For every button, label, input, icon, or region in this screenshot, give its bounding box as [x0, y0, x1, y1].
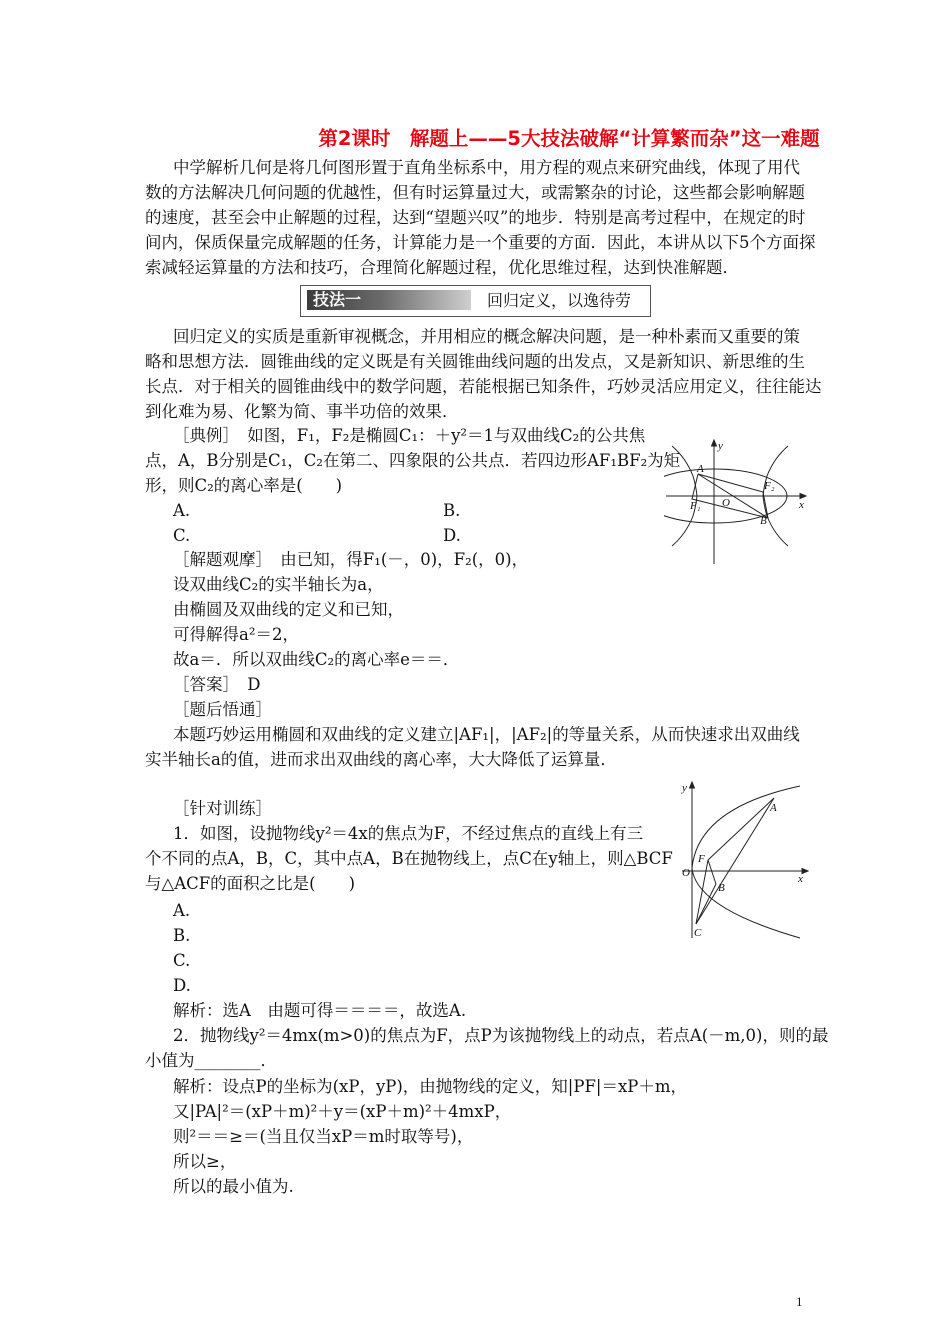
- fig1-label-f1: F₁: [690, 500, 701, 512]
- q2-solution-1: 解析：设点P的坐标为(xP，yP)，由抛物线的定义，知|PF|＝xP＋m，: [173, 1077, 688, 1096]
- page-title: 第2课时 解题上——5大技法破解“计算繁而杂”这一难题: [318, 127, 820, 150]
- fig2-label-a: A: [770, 802, 777, 814]
- technique-para-1: 回归定义的实质是重新审视概念，并用相应的概念解决问题，是一种朴素而又重要的策: [173, 327, 800, 346]
- q1-line-1: 1．如图，设抛物线y²＝4x的焦点为F，不经过焦点的直线上有三: [173, 824, 644, 843]
- option-b: B.: [443, 501, 461, 520]
- technique-para-4: 到化难为易、化繁为简、事半功倍的效果．: [145, 402, 459, 421]
- q2-solution-2: 又|PA|²＝(xP＋m)²＋y＝(xP＋m)²＋4mxP，: [173, 1102, 512, 1121]
- solution-line-2: 设双曲线C₂的实半轴长为a，: [173, 575, 384, 594]
- q2-solution-4: 所以≥，: [173, 1152, 237, 1171]
- insight-line-1: 本题巧妙运用椭圆和双曲线的定义建立|AF₁|，|AF₂|的等量关系，从而快速求出双曲线: [173, 725, 800, 744]
- insight-heading: ［题后悟通］: [173, 700, 272, 719]
- training-heading: ［针对训练］: [173, 799, 272, 818]
- fig2-label-c: C: [694, 927, 702, 939]
- q1-line-3: 与△ACF的面积之比是( ): [145, 874, 356, 893]
- q1-option-d: D.: [173, 976, 191, 995]
- q2-solution-5: 所以的最小值为.: [173, 1177, 294, 1196]
- option-c: C.: [173, 526, 191, 545]
- q1-line-2: 个不同的点A，B，C，其中点A，B在抛物线上，点C在y轴上，则△BCF: [145, 849, 673, 868]
- figure-parabola: [678, 778, 812, 942]
- technique-tag: 技法一: [307, 290, 471, 310]
- intro-line-2: 数的方法解决几何问题的优越性，但有时运算量过大，或需繁杂的讨论，这些都会影响解题: [145, 183, 805, 202]
- intro-line-1: 中学解析几何是将几何图形置于直角坐标系中，用方程的观点来研究曲线，体现了用代: [173, 158, 800, 177]
- fig1-label-y: y: [718, 440, 723, 452]
- technique-header-box: [300, 285, 651, 317]
- insight-line-2: 实半轴长a的值，进而求出双曲线的离心率，大大降低了运算量．: [145, 750, 617, 769]
- technique-para-3: 长点．对于相关的圆锥曲线中的数学问题，若能根据已知条件，巧妙灵活应用定义，往往能达: [145, 377, 822, 396]
- fig1-label-a: A: [697, 463, 704, 475]
- q1-option-a: A.: [173, 901, 191, 920]
- solution-line-1: ［解题观摩］ 由已知，得F₁(－，0)，F₂(，0)，: [173, 550, 529, 569]
- fig1-label-b: B: [760, 515, 767, 527]
- solution-line-4: 可得解得a²＝2，: [173, 625, 299, 644]
- fig1-label-f2: F₂: [764, 480, 775, 492]
- fig1-label-x: x: [799, 499, 804, 511]
- figure-ellipse-hyperbola: [664, 436, 812, 566]
- answer-line: ［答案］ D: [173, 675, 261, 694]
- fig1-label-o: O: [722, 497, 730, 509]
- intro-line-3: 的速度，甚至会中止解题的过程，达到“望题兴叹”的地步．特别是高考过程中，在规定的时: [145, 208, 806, 227]
- q1-option-b: B.: [173, 926, 191, 945]
- q1-answer: 解析：选A 由题可得＝＝＝＝，故选A.: [173, 1001, 467, 1020]
- page-number: 1: [796, 1294, 803, 1309]
- fig2-label-b: B: [718, 882, 725, 894]
- q2-line-2: 小值为________．: [145, 1051, 277, 1070]
- technique-para-2: 略和思想方法．圆锥曲线的定义既是有关圆锥曲线问题的出发点，又是新知识、新思维的生: [145, 352, 805, 371]
- fig2-label-x: x: [798, 873, 803, 885]
- technique-title: 回归定义，以逸待劳: [487, 291, 632, 310]
- example-line-1: ［典例］ 如图，F₁，F₂是椭圆C₁：＋y²＝1与双曲线C₂的公共焦: [173, 426, 646, 445]
- solution-line-5: 故a＝．所以双曲线C₂的离心率e＝＝．: [173, 650, 460, 669]
- q1-option-c: C.: [173, 951, 191, 970]
- example-line-2: 点，A，B分别是C₁，C₂在第二、四象限的公共点．若四边形AF₁BF₂为矩: [145, 451, 681, 470]
- option-a: A.: [173, 501, 191, 520]
- q2-solution-3: 则²＝＝≥＝(当且仅当xP＝m时取等号)，: [173, 1127, 474, 1146]
- example-line-3: 形，则C₂的离心率是( ): [145, 476, 343, 495]
- q2-line-1: 2．抛物线y²＝4mx(m>0)的焦点为F，点P为该抛物线上的动点，若点A(－m,0)，则的最: [173, 1026, 829, 1045]
- intro-line-4: 间内，保质保量完成解题的任务，计算能力是一个重要的方面．因此，本讲从以下5个方面探: [145, 233, 816, 252]
- fig2-label-o: O: [682, 867, 690, 879]
- option-d: D.: [443, 526, 461, 545]
- fig2-label-f: F: [698, 853, 705, 865]
- fig2-label-y: y: [682, 782, 687, 794]
- intro-line-5: 索减轻运算量的方法和技巧，合理简化解题过程，优化思维过程，达到快准解题．: [145, 258, 739, 277]
- solution-line-3: 由椭圆及双曲线的定义和已知，: [173, 600, 404, 619]
